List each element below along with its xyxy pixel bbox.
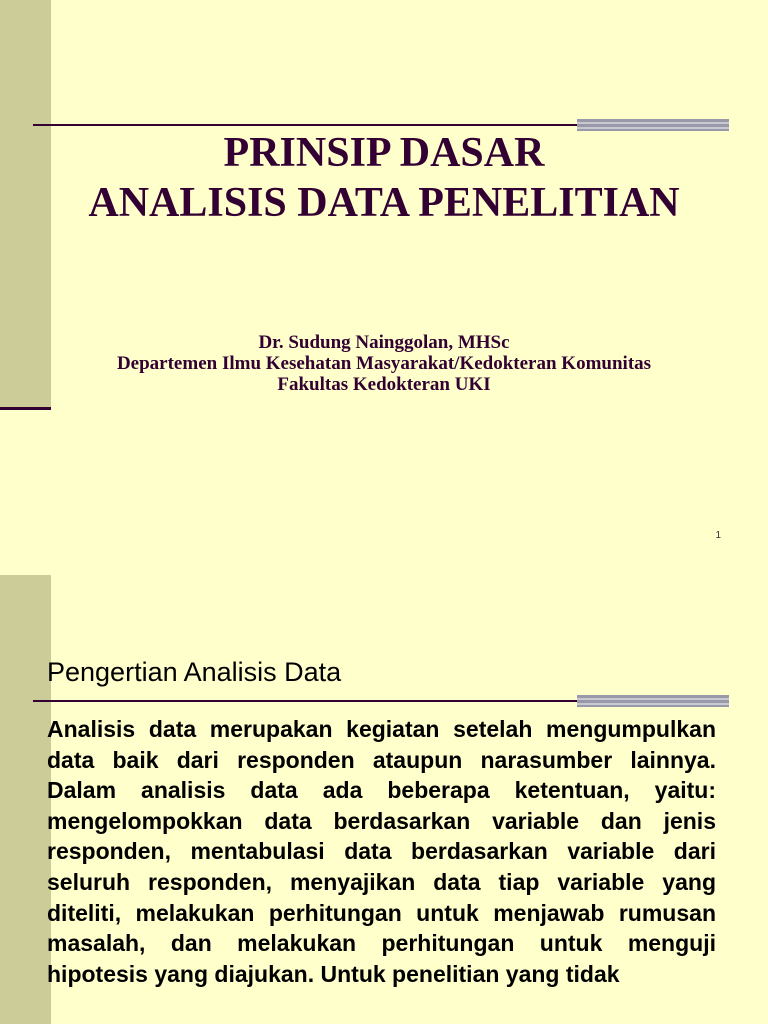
left-sidebar-band: [0, 575, 51, 1024]
page-number: 1: [715, 530, 721, 541]
body-paragraph: Analisis data merupakan kegiatan setelah mengumpulkan data baik dari responden ataupun narasumber lainnya. Dalam analisis data ada beberapa ketentuan, yaitu: mengelompokkan data berdasarkan variable dan jenis responden, mentabulasi data berdasarkan variable dari seluruh responden, menyajikan data tiap variable yang diteliti, melakukan perhitungan untuk menjawab rumusan masalah, dan melakukan perhitungan untuk menguji hipotesis yang diajukan. Untuk penelitian yang tidak: [47, 716, 716, 987]
department-name: Departemen Ilmu Kesehatan Masyarakat/Kedokteran Komunitas: [116, 353, 652, 374]
slide-title: [0, 128, 768, 228]
title-line-2: ANALISIS DATA PENELITIAN: [88, 180, 680, 226]
author-name: Dr. Sudung Nainggolan, MHSc: [258, 332, 510, 353]
slide-heading: Pengertian Analisis Data: [47, 657, 342, 687]
faculty-name: Fakultas Kedokteran UKI: [277, 374, 491, 395]
heading-accent-bar: [577, 695, 729, 707]
title-line-1: PRINSIP DASAR: [223, 130, 545, 176]
title-rule-line: [33, 124, 579, 126]
author-block: [0, 332, 768, 395]
content-slide: [0, 562, 768, 1024]
sidebar-tick-mark: [0, 407, 51, 410]
heading-rule-line: [33, 700, 579, 702]
